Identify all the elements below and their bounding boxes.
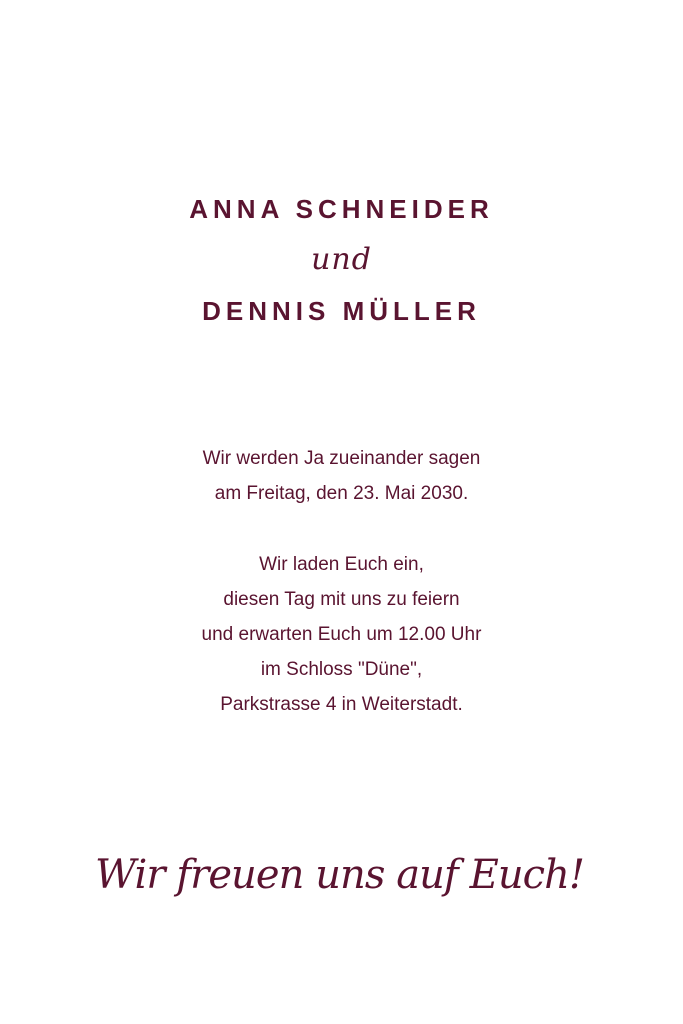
connector-und: und (311, 242, 372, 277)
invitation-line: Wir laden Euch ein, (259, 554, 424, 575)
invitation-text (0, 547, 683, 722)
invitation-line: im Schloss "Düne", (260, 659, 423, 680)
closing-text: Wir freuen uns auf Euch! (95, 852, 585, 898)
bride-name: ANNA SCHNEIDER (189, 194, 494, 224)
announcement-line: am Freitag, den 23. Mai 2030. (214, 483, 469, 504)
announcement-text (0, 441, 683, 511)
invitation-line: diesen Tag mit uns zu feiern (223, 589, 460, 610)
announcement-line: Wir werden Ja zueinander sagen (202, 448, 481, 469)
invitation-line: und erwarten Euch um 12.00 Uhr (201, 624, 482, 645)
closing-script (90, 838, 590, 918)
invitation-line: Parkstrasse 4 in Weiterstadt. (220, 694, 463, 715)
groom-name: DENNIS MÜLLER (202, 296, 481, 326)
